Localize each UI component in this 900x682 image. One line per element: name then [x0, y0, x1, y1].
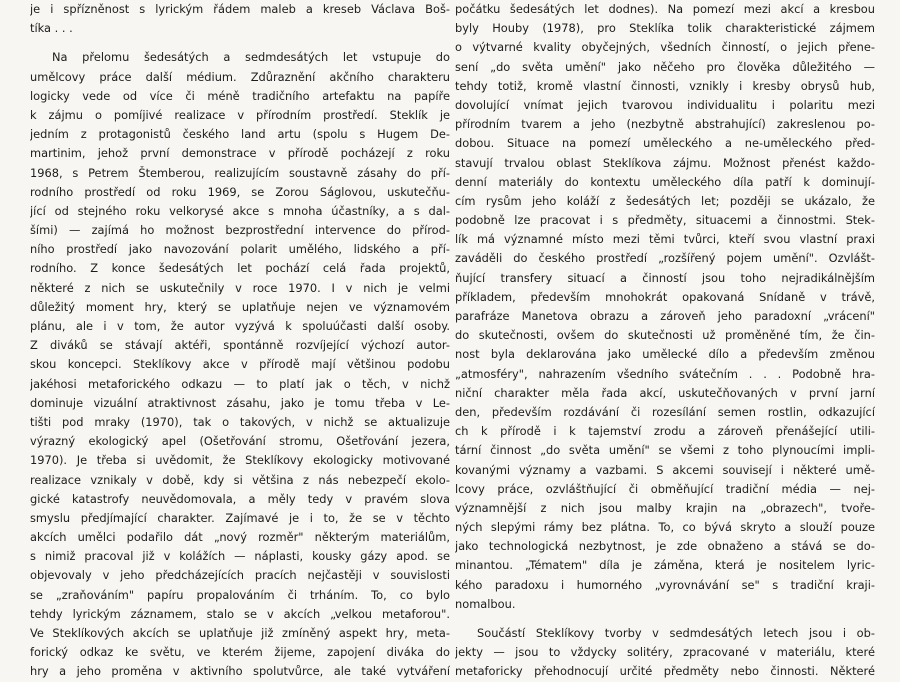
text-line: jekty — jsou to vždycky solitéry, zpracované v materiálu, které — [455, 645, 875, 660]
text-line: forický odkaz ke světu, ve kterém žijeme, zapojení diváka do — [30, 645, 450, 660]
text-line: dominuje vizuální atraktivnost zásahu, jako je tomu třeba v Le- — [30, 395, 450, 410]
text-line: tehdy totiž, kromě vlastní činnosti, vznikly i kresby obrysů hub, — [455, 78, 875, 93]
text-line: kého paradoxu i humorného „vyrovnávání se" s tradiční kraji- — [455, 577, 875, 592]
text-line: jedním z protagonistů českého land artu (spolu s Hugem De- — [30, 127, 450, 142]
right-column — [455, 0, 875, 682]
paragraph-gap — [30, 38, 450, 48]
text-line: ných slepými rámy bez plátna. To, co bývá skryto a slouží pouze — [455, 520, 875, 535]
text-line: „atmosféry", nahrazením všedního svátečním . . . Podobně hra- — [455, 366, 875, 381]
text-line: realizace vznikaly v době, kdy si většina z nás nebezpečí ekolo- — [30, 472, 450, 487]
text-line: tehdy lyrickým záznamem, stalo se v akcích „velkou metaforou". — [30, 606, 450, 621]
text-line: Součástí Steklíkovy tvorby v sedmdesátých letech jsou i ob- — [477, 626, 875, 640]
text-line: hry a jeho proměna v aktivního spolutvůrce, ale také vytváření — [30, 664, 450, 679]
text-line: lík má významné místo mezi těmi tvůrci, kteří svou vlastní praxi — [455, 232, 875, 247]
text-line: parafráze Manetova obrazu a zároveň jeho paradoxní „vrácení" — [455, 309, 875, 323]
text-line: výrazný ekologický apel (Ošetřování stromu, Ošetřování jezera, — [30, 434, 450, 449]
text-line: smyslu předjímající charakter. Zajímavé je i to, že se v těchto — [30, 510, 450, 525]
text-line: k zájmu o pomíjivé realizace v přírodním prostředí. Steklík je — [30, 107, 450, 122]
text-line: dobou. Situace na pomezí uměleckého a ne-uměleckého před- — [455, 136, 875, 151]
text-line: významnější z nich jsou malby krajin na „obrazech", tvoře- — [455, 500, 875, 515]
left-column — [30, 0, 450, 682]
paragraph-gap — [455, 614, 875, 624]
text-line: logicky vede od více či méně tradičního artefaktu na papíře — [30, 88, 450, 103]
text-line: přírodním tvarem a jeho (nezbytně abstrahující) zakreslenou po- — [455, 117, 875, 132]
text-line: akcích umělci podařilo dát „nový rozměr" některým materiálům, — [30, 530, 450, 545]
text-line: martinim, jehož první demonstrace v přírodě pocházejí z roku — [30, 146, 450, 161]
text-line: počátku šedesátých let dodnes). Na pomezí mezi akcí a kresbou — [455, 2, 875, 16]
text-line: nost byla deklarována jako umělecké dílo a především změnou — [455, 347, 875, 362]
text-line: ňující transfery situací a činností jsou toho nejradikálnějším — [455, 270, 875, 285]
text-line: kovanými významy a vazbami. S akcemi souvisejí i některé umě- — [455, 462, 875, 477]
text-line: Z diváků se stávají aktéři, spontánně rozvíjející výchozí autor- — [30, 338, 450, 353]
text-line: dovolující vnímat jejich tvarovou individualitu i polaritu mezi — [455, 97, 875, 112]
text-line: tišti pod mraky (1970), tak o takových, v nichž se aktualizuje — [30, 414, 450, 429]
text-line: jako technologická nezbytnost, je zde obnaženo a stává se do- — [455, 539, 875, 554]
text-line: s nimiž pracoval již v kolážích — náplasti, kousky gázy apod. se — [30, 549, 450, 564]
text-line: umělcovy práce další médium. Zdůraznění akčního charakteru — [30, 69, 450, 84]
text-line: je i spřízněnost s lyrickým řádem maleb a kreseb Václava Boš- — [30, 2, 450, 16]
text-line: Ve Steklíkových akcích se uplatňuje již zmíněný aspekt hry, meta- — [30, 626, 450, 640]
text-line: důležitý moment hry, který se uplatňuje nejen ve významovém — [30, 299, 450, 314]
text-line: příkladem, především mnohokrát opakovaná Snídaně v trávě, — [455, 289, 875, 304]
text-line: ního prostředí jako navozování polarit umělého, lidského a pří- — [30, 242, 450, 257]
text-line: rodního prostředí od roku 1969, se Zorou Ságlovou, uskutečňu- — [30, 184, 450, 199]
text-line: tíka . . . — [30, 21, 73, 36]
text-line: do skutečnosti, ovšem do skutečnosti už proměněné tím, že čin- — [455, 328, 875, 343]
text-line: o výtvarné kvality obyčejných, všedních činností, o jejich přene- — [455, 40, 875, 55]
text-line: ch k přírodě i k tajemství zrodu a zároveň přenášející utili- — [455, 424, 875, 439]
text-line: podobně lze pracovat i s předměty, situacemi a činnostmi. Stek- — [455, 213, 875, 228]
text-line: metaforicky přehodnocují určité předměty nebo činnosti. Některé — [455, 664, 875, 679]
text-line: se „zraňováním" papíru propalováním či trháním. To, co bylo — [30, 587, 450, 602]
text-line: lcovy práce, ozvláštňující či obměňující tradiční média — nej- — [455, 481, 875, 496]
text-line: 1970). Je třeba si uvědomit, že Steklíkovy ekologicky motivované — [30, 453, 450, 468]
text-line: některé z nich se uskutečnily v roce 1970. I v nich je velmi — [30, 280, 450, 295]
text-line: gické katastrofy neuvědomovala, a měly tedy v pravém slova — [30, 491, 450, 506]
text-line: Na přelomu šedesátých a sedmdesátých let vstupuje do — [52, 50, 450, 65]
text-line: jící od stejného roku velkorysé akce s mnoha účastníky, a s dal- — [30, 203, 450, 218]
text-line: denní materiály do kontextu uměleckého díla patří k dominují- — [455, 174, 875, 189]
text-line: objevovaly v jeho předcházejících pracích nejčastěji v souvislosti — [30, 568, 450, 583]
text-line: skou koncepci. Steklíkovy akce v přírodě mají většinou podobu — [30, 357, 450, 372]
text-line: jakéhosi metaforického odkazu — to platí jak o těch, v nichž — [30, 376, 450, 391]
text-line: plánu, ale i v tom, že autor vyzývá k spoluúčasti další osoby. — [30, 319, 450, 333]
text-line: minantou. „Tématem" díla je záměna, která je nositelem lyric- — [455, 558, 875, 573]
paragraph — [455, 624, 875, 682]
text-line: zaváděli do českého prostředí „rozšířený pojem umění". Ozvlášt- — [455, 251, 875, 266]
text-line: šími) — zajímá ho možnost bezprostřední intervence do přírod- — [30, 223, 450, 238]
text-line: 1968, s Petrem Štemberou, realizujícím soustavně zásahy do pří- — [30, 165, 450, 180]
text-line: byly Houby (1978), pro Steklíka tolik charakteristické zájmem — [455, 21, 875, 36]
paragraph — [30, 0, 450, 38]
paragraph — [455, 0, 875, 614]
text-line: nomalbou. — [455, 596, 516, 611]
text-line: niční charakter měla řada akcí, uskutečňovaných v první jarní — [455, 385, 875, 400]
text-line: tární činnost „do světa umění" se všemi z toho plynoucími impli- — [455, 443, 875, 458]
paragraph — [30, 48, 450, 681]
text-line: sení „do světa umění" jako něčeho pro člověka důležitého — — [455, 59, 875, 74]
text-line: stavují trvalou oblast Steklíkova zájmu. Možnost přenést každo- — [455, 155, 875, 170]
text-line: cím rysům jeho koláží z šedesátých let; později se ukázalo, že — [455, 193, 875, 208]
text-line: rodního. Z konce šedesátých let pochází celá řada projektů, — [30, 261, 450, 276]
text-line: den, především rozdávání či rozesílání semen rostlin, odkazující — [455, 404, 875, 419]
